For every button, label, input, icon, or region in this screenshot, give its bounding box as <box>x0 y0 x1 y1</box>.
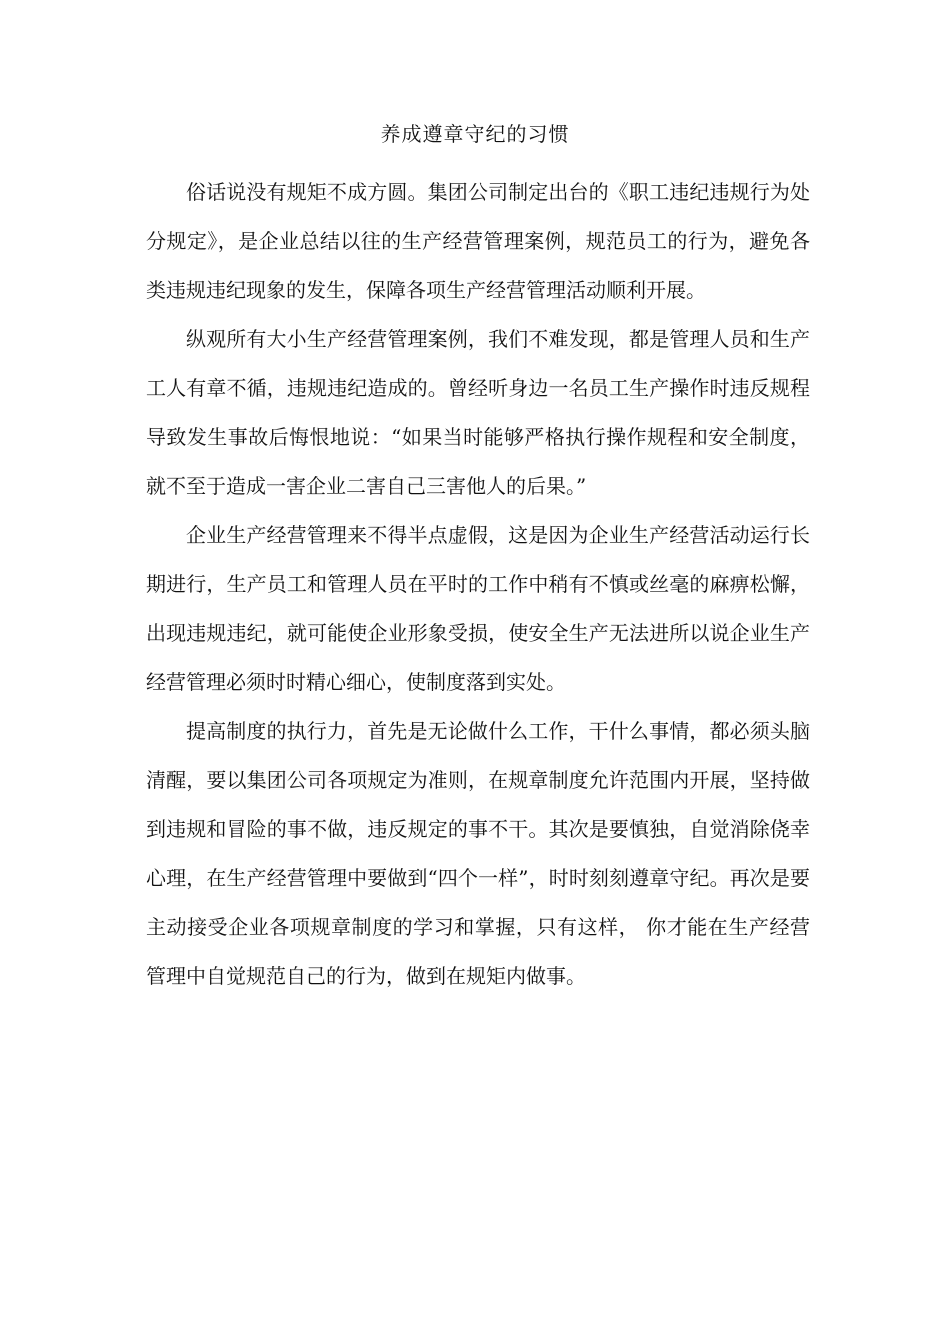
document-title: 养成遵章守纪的习惯 <box>380 122 570 146</box>
paragraph-4: 提高制度的执行力，首先是无论做什么工作，干什么事情，都必须头脑清醒，要以集团公司各项规定为准则，在规章制度允许范围内开展，坚持做到违规和冒险的事不做，违反规定的事不干。其次是要慎独，自觉消除侥幸心理，在生产经营管理中要做到“四个一样”，时时刻刻遵章守纪。再次是要主动接受企业各项规章制度的学习和掌握，只有这样， 你才能在生产经营管理中自觉规范自己的行为，做到在规矩内做事。 <box>146 719 810 988</box>
paragraph-1: 俗话说没有规矩不成方圆。集团公司制定出台的《职工违纪违规行为处分规定》，是企业总结以往的生产经营管理案例，规范员工的行为，避免各类违规违纪现象的发生，保障各项生产经营管理活动顺利开展。 <box>146 180 810 302</box>
paragraph-3: 企业生产经营管理来不得半点虚假，这是因为企业生产经营活动运行长期进行，生产员工和管理人员在平时的工作中稍有不慎或丝毫的麻痹松懈，出现违规违纪，就可能使企业形象受损，使安全生产无法进所以说企业生产经营管理必须时时精心细心，使制度落到实处。 <box>146 523 810 694</box>
paragraph-2: 纵观所有大小生产经营管理案例，我们不难发现，都是管理人员和生产工人有章不循，违规违纪造成的。曾经听身边一名员工生产操作时违反规程导致发生事故后悔恨地说：“如果当时能够严格执行操作规程和安全制度，就不至于造成一害企业二害自己三害他人的后果。” <box>146 327 810 498</box>
document-body <box>146 168 810 1001</box>
